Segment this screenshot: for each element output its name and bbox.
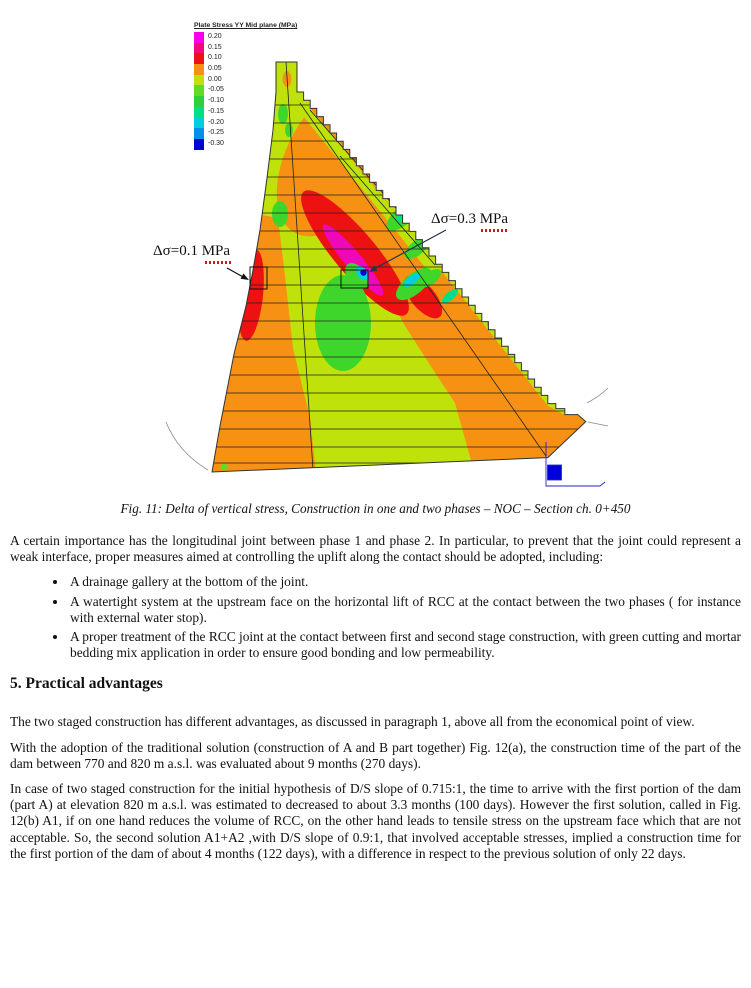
legend-title: Plate Stress YY Mid plane (MPa) xyxy=(194,22,298,29)
legend-swatch xyxy=(194,53,204,64)
list-item: • A drainage gallery at the bottom of the joint. xyxy=(68,574,741,590)
legend-swatch xyxy=(194,75,204,86)
figure-caption: Fig. 11: Delta of vertical stress, Construction in one and two phases – NOC – Section ch. 0+450 xyxy=(120,501,631,516)
legend-swatch xyxy=(194,107,204,118)
annotation-delta-0p3: Δσ=0.3 MPa xyxy=(431,211,509,227)
legend-tick: -0.25 xyxy=(208,129,224,137)
list-item: • A proper treatment of the RCC joint at the contact between first and second stage construction, with green cutting and mortar bedding mix application in order to ensure good bonding and low permeability. xyxy=(68,629,741,661)
legend-swatch xyxy=(194,64,204,75)
legend-tick: -0.30 xyxy=(208,139,224,147)
legend-swatch xyxy=(194,128,204,139)
legend-tick: -0.05 xyxy=(208,86,224,94)
paragraph-traditional-solution: With the adoption of the traditional solution (construction of A and B part together) Fig. 12(a), the construction time of the part of the dam between 770 and 820 m a.s.l. was evaluated about 9 months (270 days). xyxy=(10,739,741,771)
legend-tick: 0.00 xyxy=(208,75,222,83)
paragraph-two-staged: In case of two staged construction for the initial hypothesis of D/S slope of 0.715:1, the time to arrive with the first portion of the dam (part A) at elevation 820 m a.s.l. was estimated to decreased to about 3.3 months (100 days). However the first solution, called in Fig. 12(b) A1, if on one hand reduces the volume of RCC, on the other hand leads to tensile stress on the upstream face which that are not acceptable. So, the second solution A1+A2 ,with D/S slope of 0.9:1, that involved acceptable stresses, implied a construction time for the first portion of the dam of about 4 months (122 days), with a difference in respect to the previous solution of only 22 days. xyxy=(10,781,741,861)
spellcheck-underline xyxy=(481,229,509,232)
legend-swatch xyxy=(194,96,204,107)
legend-tick: -0.20 xyxy=(208,118,224,126)
legend-tick: -0.15 xyxy=(208,107,224,115)
legend-swatch xyxy=(194,118,204,129)
body-text xyxy=(10,533,741,871)
section-heading: 5. Practical advantages xyxy=(10,675,163,693)
spellcheck-underline xyxy=(205,261,232,264)
list-item: • A watertight system at the upstream face on the horizontal lift of RCC at the contact between the two phases ( for instance with external water stop). xyxy=(68,594,741,626)
legend-swatch xyxy=(194,139,204,150)
legend-swatch xyxy=(194,43,204,54)
annotation-delta-0p1: Δσ=0.1 MPa xyxy=(153,243,231,259)
legend-swatch xyxy=(194,85,204,96)
legend-swatch xyxy=(194,32,204,43)
legend-tick: 0.10 xyxy=(208,54,222,62)
legend-tick: 0.15 xyxy=(208,43,222,51)
paragraph-joint: A certain importance has the longitudinal joint between phase 1 and phase 2. In particular, to prevent that the joint could represent a weak interface, proper measures aimed at controlling the uplift along the contact should be adopted, including: xyxy=(10,533,741,565)
legend-tick: 0.20 xyxy=(208,33,222,40)
measures-list xyxy=(10,574,741,661)
figure-11-stress-contour xyxy=(150,18,625,496)
legend-tick: -0.10 xyxy=(208,97,224,105)
color-legend xyxy=(194,22,324,150)
paragraph-advantages: The two staged construction has different advantages, as discussed in paragraph 1, above all from the economical point of view. xyxy=(10,714,695,730)
legend-bar xyxy=(194,32,324,150)
legend-tick: 0.05 xyxy=(208,65,222,73)
